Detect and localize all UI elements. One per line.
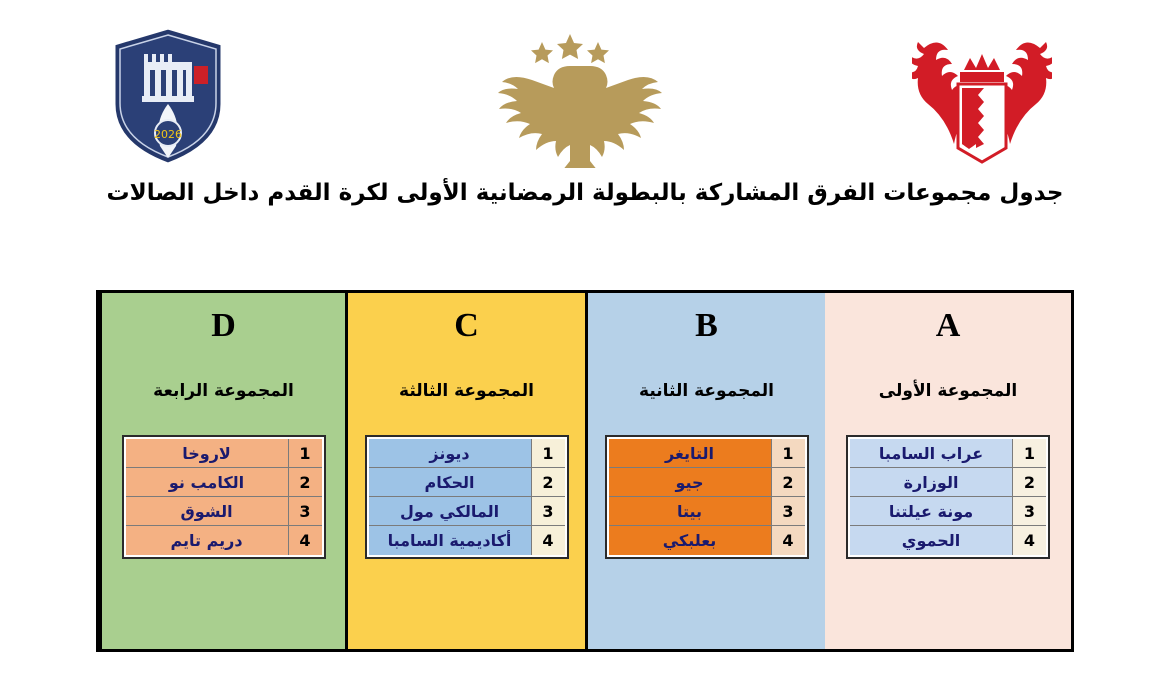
group-letter: B — [695, 307, 718, 344]
table-row — [609, 439, 805, 468]
team-name: الحموي — [901, 531, 961, 550]
table-row — [369, 439, 565, 468]
table-row — [609, 497, 805, 526]
group-column-c — [345, 293, 585, 649]
groups-table — [96, 290, 1074, 652]
table-row — [850, 526, 1046, 555]
team-number: 1 — [771, 439, 805, 467]
table-row — [850, 439, 1046, 468]
club-shield-year: 2026 — [154, 128, 182, 141]
team-number: 4 — [531, 526, 565, 555]
eagle-emblem-logo — [470, 28, 670, 168]
team-number: 1 — [1012, 439, 1046, 467]
team-name: عراب السامبا — [878, 443, 984, 463]
table-row — [369, 468, 565, 497]
group-name: المجموعة الرابعة — [153, 381, 294, 401]
team-number: 3 — [771, 497, 805, 525]
table-row — [609, 468, 805, 497]
team-name: الشوق — [180, 501, 233, 521]
table-row — [126, 439, 322, 468]
table-row — [850, 497, 1046, 526]
table-row — [126, 468, 322, 497]
header-logos — [0, 14, 1170, 174]
group-name: المجموعة الثالثة — [399, 381, 534, 401]
bahrain-coat-of-arms-logo — [912, 26, 1052, 171]
team-name: دريم تايم — [170, 531, 243, 550]
team-name: الكامب نو — [168, 472, 245, 492]
team-number: 1 — [531, 439, 565, 467]
team-name: الوزارة — [903, 472, 959, 492]
group-column-b — [585, 293, 825, 649]
team-name: ديونز — [429, 443, 470, 463]
group-column-d — [99, 293, 345, 649]
table-row — [369, 497, 565, 526]
team-name: التايغر — [664, 443, 715, 463]
team-number: 3 — [1012, 497, 1046, 525]
team-name: لاروخا — [182, 443, 231, 463]
group-column-a — [825, 293, 1071, 649]
table-row — [850, 468, 1046, 497]
club-shield-logo — [108, 26, 228, 166]
group-teams-list — [605, 435, 809, 559]
team-name: مونة عيلتنا — [888, 501, 974, 521]
group-teams-list — [122, 435, 326, 559]
table-row — [126, 526, 322, 555]
team-name: الحكام — [424, 472, 475, 492]
team-number: 2 — [1012, 468, 1046, 496]
group-teams-list — [365, 435, 569, 559]
team-number: 3 — [288, 497, 322, 525]
team-name: المالكي مول — [399, 501, 500, 521]
table-row — [609, 526, 805, 555]
table-row — [369, 526, 565, 555]
team-number: 4 — [771, 526, 805, 555]
team-name: بيتا — [676, 501, 703, 521]
team-number: 2 — [288, 468, 322, 496]
table-row — [126, 497, 322, 526]
group-letter: D — [211, 307, 236, 344]
group-name: المجموعة الثانية — [639, 381, 774, 401]
page-title: جدول مجموعات الفرق المشاركة بالبطولة الرمضانية الأولى لكرة القدم داخل الصالات — [106, 180, 1064, 206]
group-letter: C — [454, 307, 479, 344]
group-name: المجموعة الأولى — [878, 381, 1018, 401]
team-number: 1 — [288, 439, 322, 467]
team-name: جيو — [675, 472, 704, 492]
team-number: 2 — [771, 468, 805, 496]
team-name: أكاديمية السامبا — [387, 531, 512, 550]
group-teams-list — [846, 435, 1050, 559]
group-letter: A — [935, 307, 961, 344]
team-number: 3 — [531, 497, 565, 525]
team-number: 2 — [531, 468, 565, 496]
team-number: 4 — [288, 526, 322, 555]
team-name: بعلبكي — [662, 531, 717, 550]
team-number: 4 — [1012, 526, 1046, 555]
